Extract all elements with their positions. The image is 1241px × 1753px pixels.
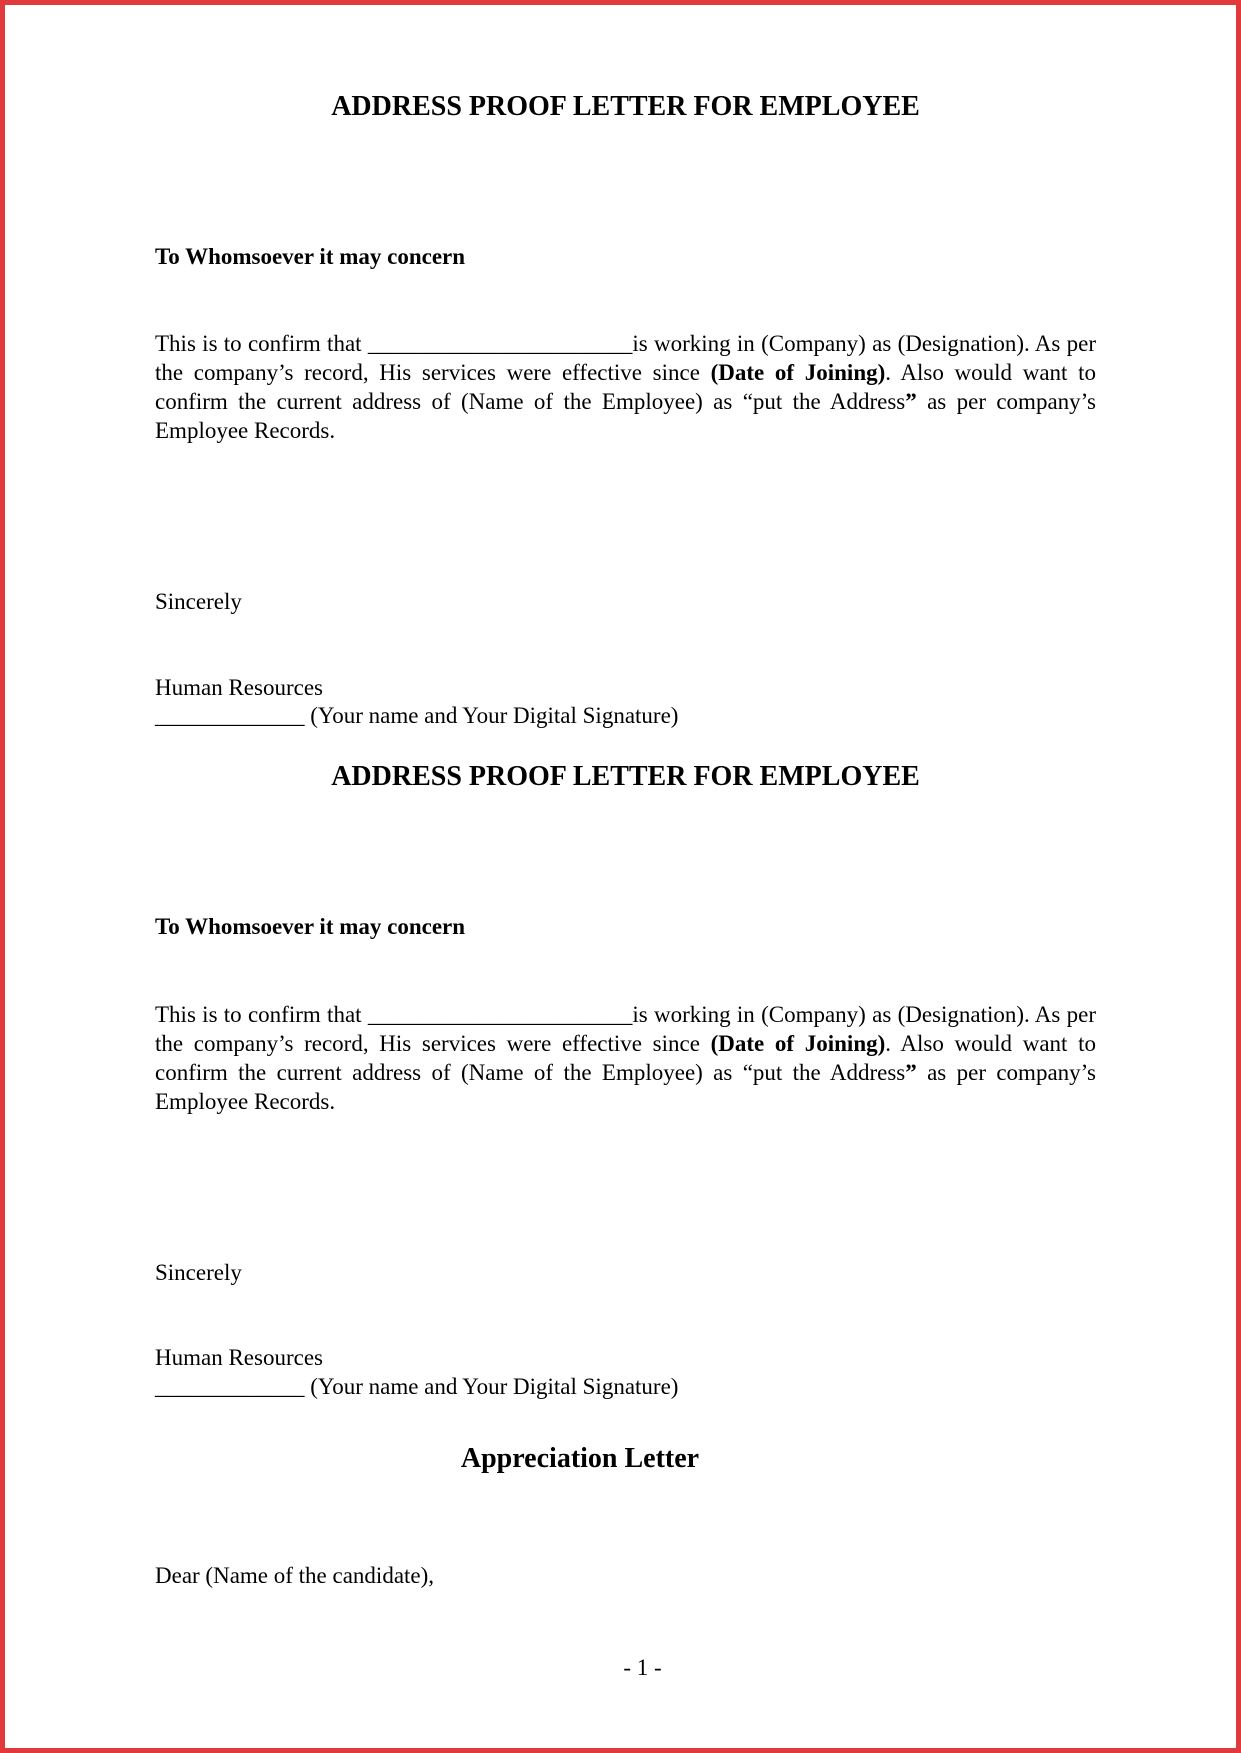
letter-2-salutation: To Whomsoever it may concern [155,914,466,939]
letter-2-closing: Sincerely [155,1260,242,1285]
letter-1-salutation: To Whomsoever it may concern [155,244,466,269]
page-number: - 1 - [623,1655,662,1680]
letter-2-title: ADDRESS PROOF LETTER FOR EMPLOYEE [331,761,920,792]
letter-1-title: ADDRESS PROOF LETTER FOR EMPLOYEE [331,91,920,122]
letter-1-closing: Sincerely [155,589,242,614]
appreciation-greeting: Dear (Name of the candidate), [155,1563,435,1588]
letter-2-body: This is to confirm that _______________________is working in (Company) as (Designation). As per the company’s record, His services were effective since (Date of Joining). Also would want to confirm the current address of (Name of the Employee) as “put the Address” as per company’s Employee Records. [155,1002,1097,1114]
name-blank: _______________________ [367,331,633,356]
name-blank: _______________________ [367,1002,633,1027]
letter-2-signature-line: _____________ (Your name and Your Digital Signature) [155,1374,679,1399]
letter-1-body: This is to confirm that _______________________is working in (Company) as (Designation). As per the company’s record, His services were effective since (Date of Joining). Also would want to confirm the current address of (Name of the Employee) as “put the Address” as per company’s Employee Records. [155,331,1097,443]
letter-1-signature-line: _____________ (Your name and Your Digital Signature) [155,703,679,728]
signature-blank: _____________ [155,1374,305,1399]
signature-blank: _____________ [155,703,305,728]
appreciation-title: Appreciation Letter [460,1443,700,1474]
letter-1-department: Human Resources [155,675,323,700]
letter-2-department: Human Resources [155,1345,323,1370]
